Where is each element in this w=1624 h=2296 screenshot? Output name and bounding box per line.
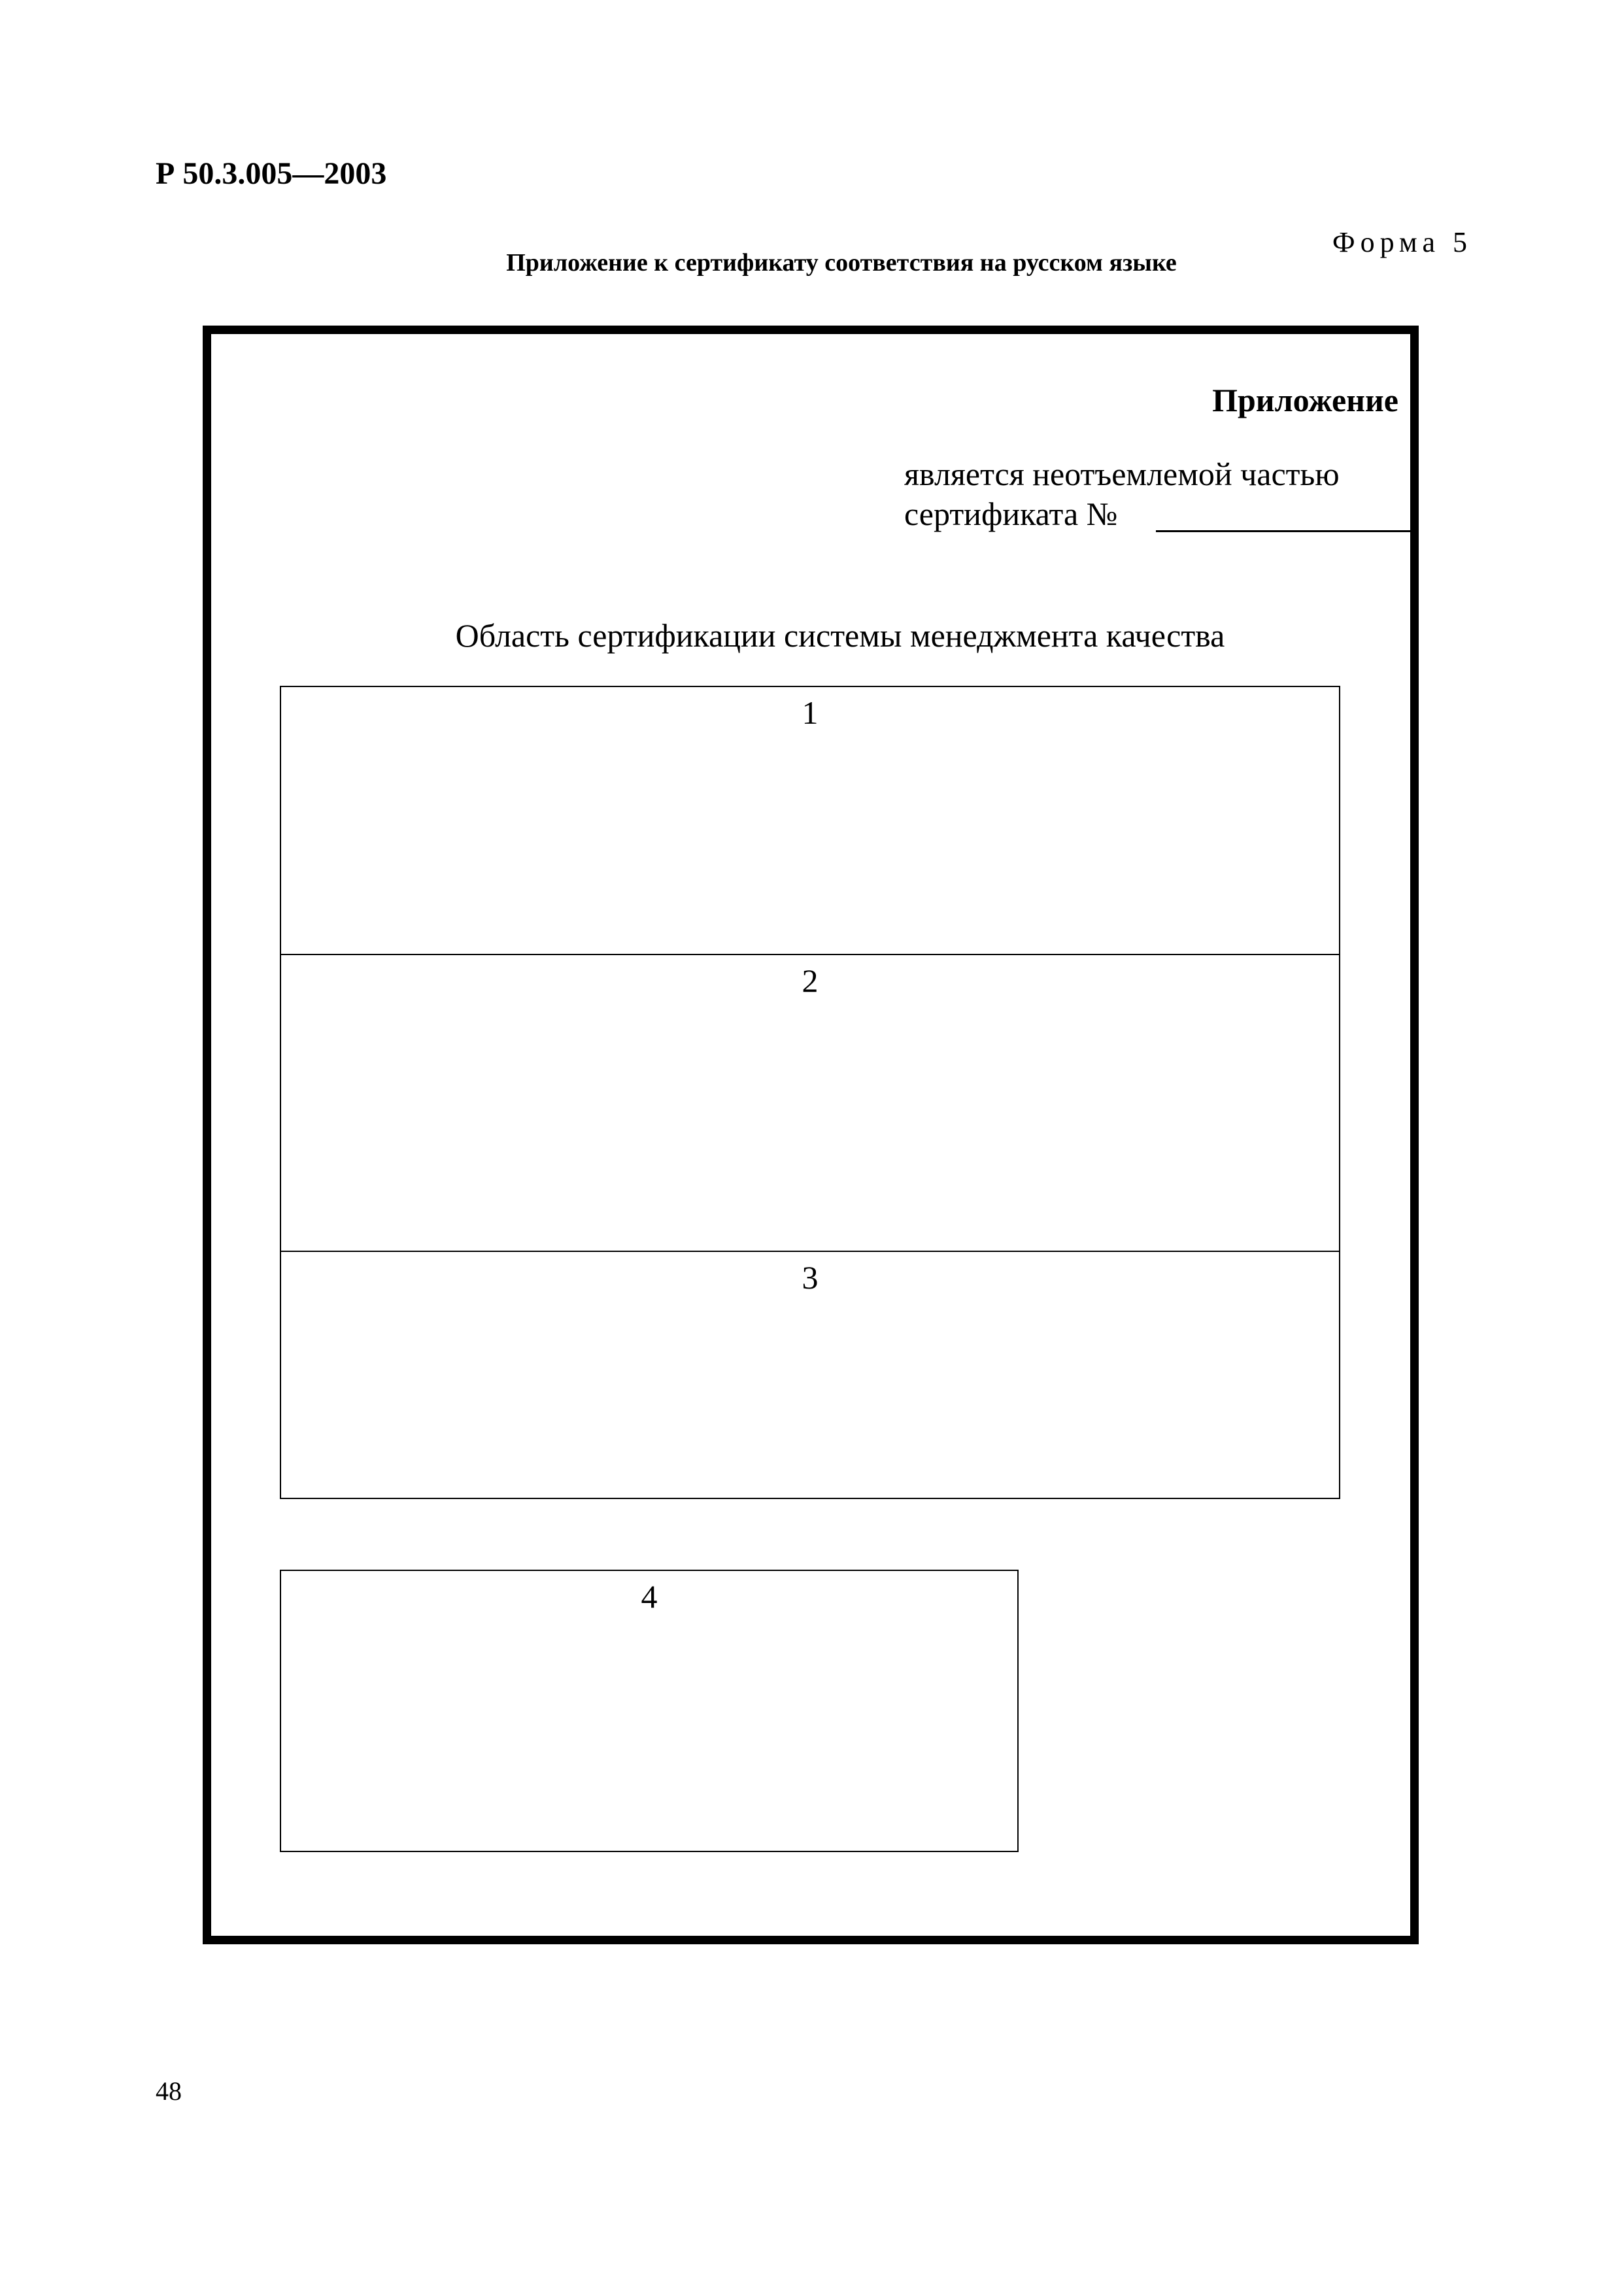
field-number: 4 xyxy=(641,1578,658,1615)
scope-field-2[interactable] xyxy=(280,954,1340,1252)
scope-field-1[interactable] xyxy=(280,686,1340,955)
certificate-annex-frame xyxy=(203,326,1419,1944)
scope-title: Область сертификации системы менеджмента качества xyxy=(455,617,1225,654)
annex-text-line-1: является неотъемлемой частью xyxy=(904,456,1340,492)
certificate-number-blank[interactable] xyxy=(1156,530,1414,532)
form-title: Приложение к сертификату соответствия на русском языке xyxy=(506,249,1177,277)
document-code: Р 50.3.005—2003 xyxy=(156,156,387,191)
field-number: 3 xyxy=(802,1259,819,1296)
field-number: 1 xyxy=(802,694,819,731)
form-label: Форма 5 xyxy=(1332,226,1472,258)
annex-text-line-2: сертификата № xyxy=(904,496,1118,532)
scope-field-4[interactable] xyxy=(280,1570,1019,1852)
field-number: 2 xyxy=(802,962,819,999)
page-number: 48 xyxy=(156,2076,182,2106)
scope-field-3[interactable] xyxy=(280,1251,1340,1499)
annex-heading: Приложение xyxy=(1212,382,1398,418)
